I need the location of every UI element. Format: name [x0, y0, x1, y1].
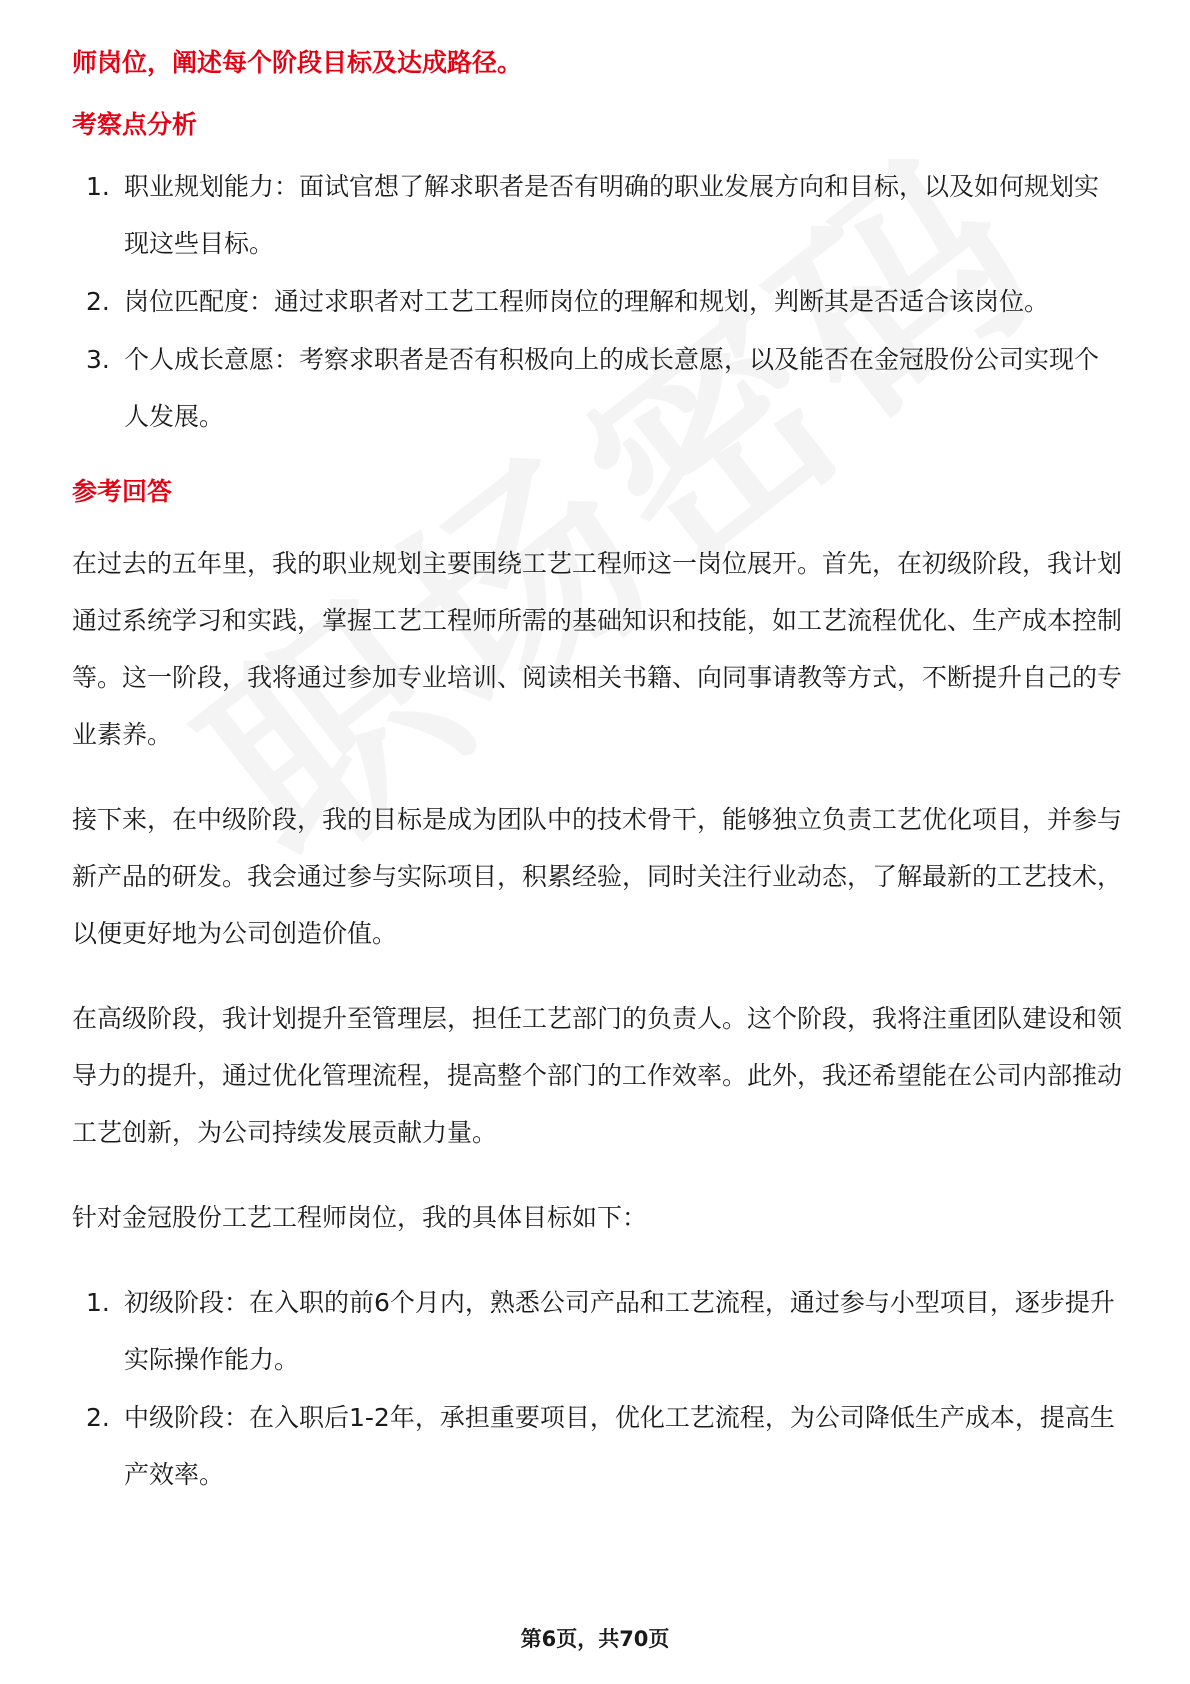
goals-list — [72, 1274, 1122, 1503]
list-text: 中级阶段：在入职后1-2年，承担重要项目，优化工艺流程，为公司降低生产成本，提高生产效率。 — [124, 1403, 1115, 1489]
answer-paragraph: 在过去的五年里，我的职业规划主要围绕工艺工程师这一岗位展开。首先，在初级阶段，我计划通过系统学习和实践，掌握工艺工程师所需的基础知识和技能，如工艺流程优化、生产成本控制等。这一阶段，我将通过参加专业培训、阅读相关书籍、向同事请教等方式，不断提升自己的专业素养。 — [72, 549, 1123, 749]
analysis-heading: 考察点分析 — [72, 110, 198, 139]
page-content — [72, 46, 1122, 1503]
answer-paragraph: 接下来，在中级阶段，我的目标是成为团队中的技术骨干，能够独立负责工艺优化项目，并参与新产品的研发。我会通过参与实际项目，积累经验，同时关注行业动态，了解最新的工艺技术，以便更好地为公司创造价值。 — [72, 805, 1123, 948]
list-number: 2. — [86, 1403, 110, 1432]
list-item — [72, 1274, 1122, 1388]
list-number: 1. — [86, 1288, 110, 1317]
list-number: 2. — [86, 287, 110, 316]
list-text: 岗位匹配度：通过求职者对工艺工程师岗位的理解和规划，判断其是否适合该岗位。 — [124, 287, 1050, 316]
intro-text: 师岗位，阐述每个阶段目标及达成路径。 — [72, 48, 523, 77]
list-text: 初级阶段：在入职的前6个月内，熟悉公司产品和工艺流程，通过参与小型项目，逐步提升实际操作能力。 — [124, 1288, 1115, 1374]
list-number: 3. — [86, 345, 110, 374]
list-number: 1. — [86, 172, 110, 201]
list-item — [72, 331, 1122, 445]
page-footer: 第6页，共70页 — [520, 1627, 670, 1651]
list-item — [72, 273, 1122, 330]
answer-paragraph: 在高级阶段，我计划提升至管理层，担任工艺部门的负责人。这个阶段，我将注重团队建设和领导力的提升，通过优化管理流程，提高整个部门的工作效率。此外，我还希望能在公司内部推动工艺创新，为公司持续发展贡献力量。 — [72, 1004, 1123, 1147]
answer-paragraph: 针对金冠股份工艺工程师岗位，我的具体目标如下： — [72, 1203, 648, 1232]
list-text: 职业规划能力：面试官想了解求职者是否有明确的职业发展方向和目标，以及如何规划实现这些目标。 — [124, 172, 1100, 258]
analysis-list — [72, 158, 1122, 445]
list-text: 个人成长意愿：考察求职者是否有积极向上的成长意愿，以及能否在金冠股份公司实现个人发展。 — [124, 345, 1100, 431]
answer-heading: 参考回答 — [72, 477, 173, 506]
list-item — [72, 158, 1122, 272]
list-item — [72, 1389, 1122, 1503]
